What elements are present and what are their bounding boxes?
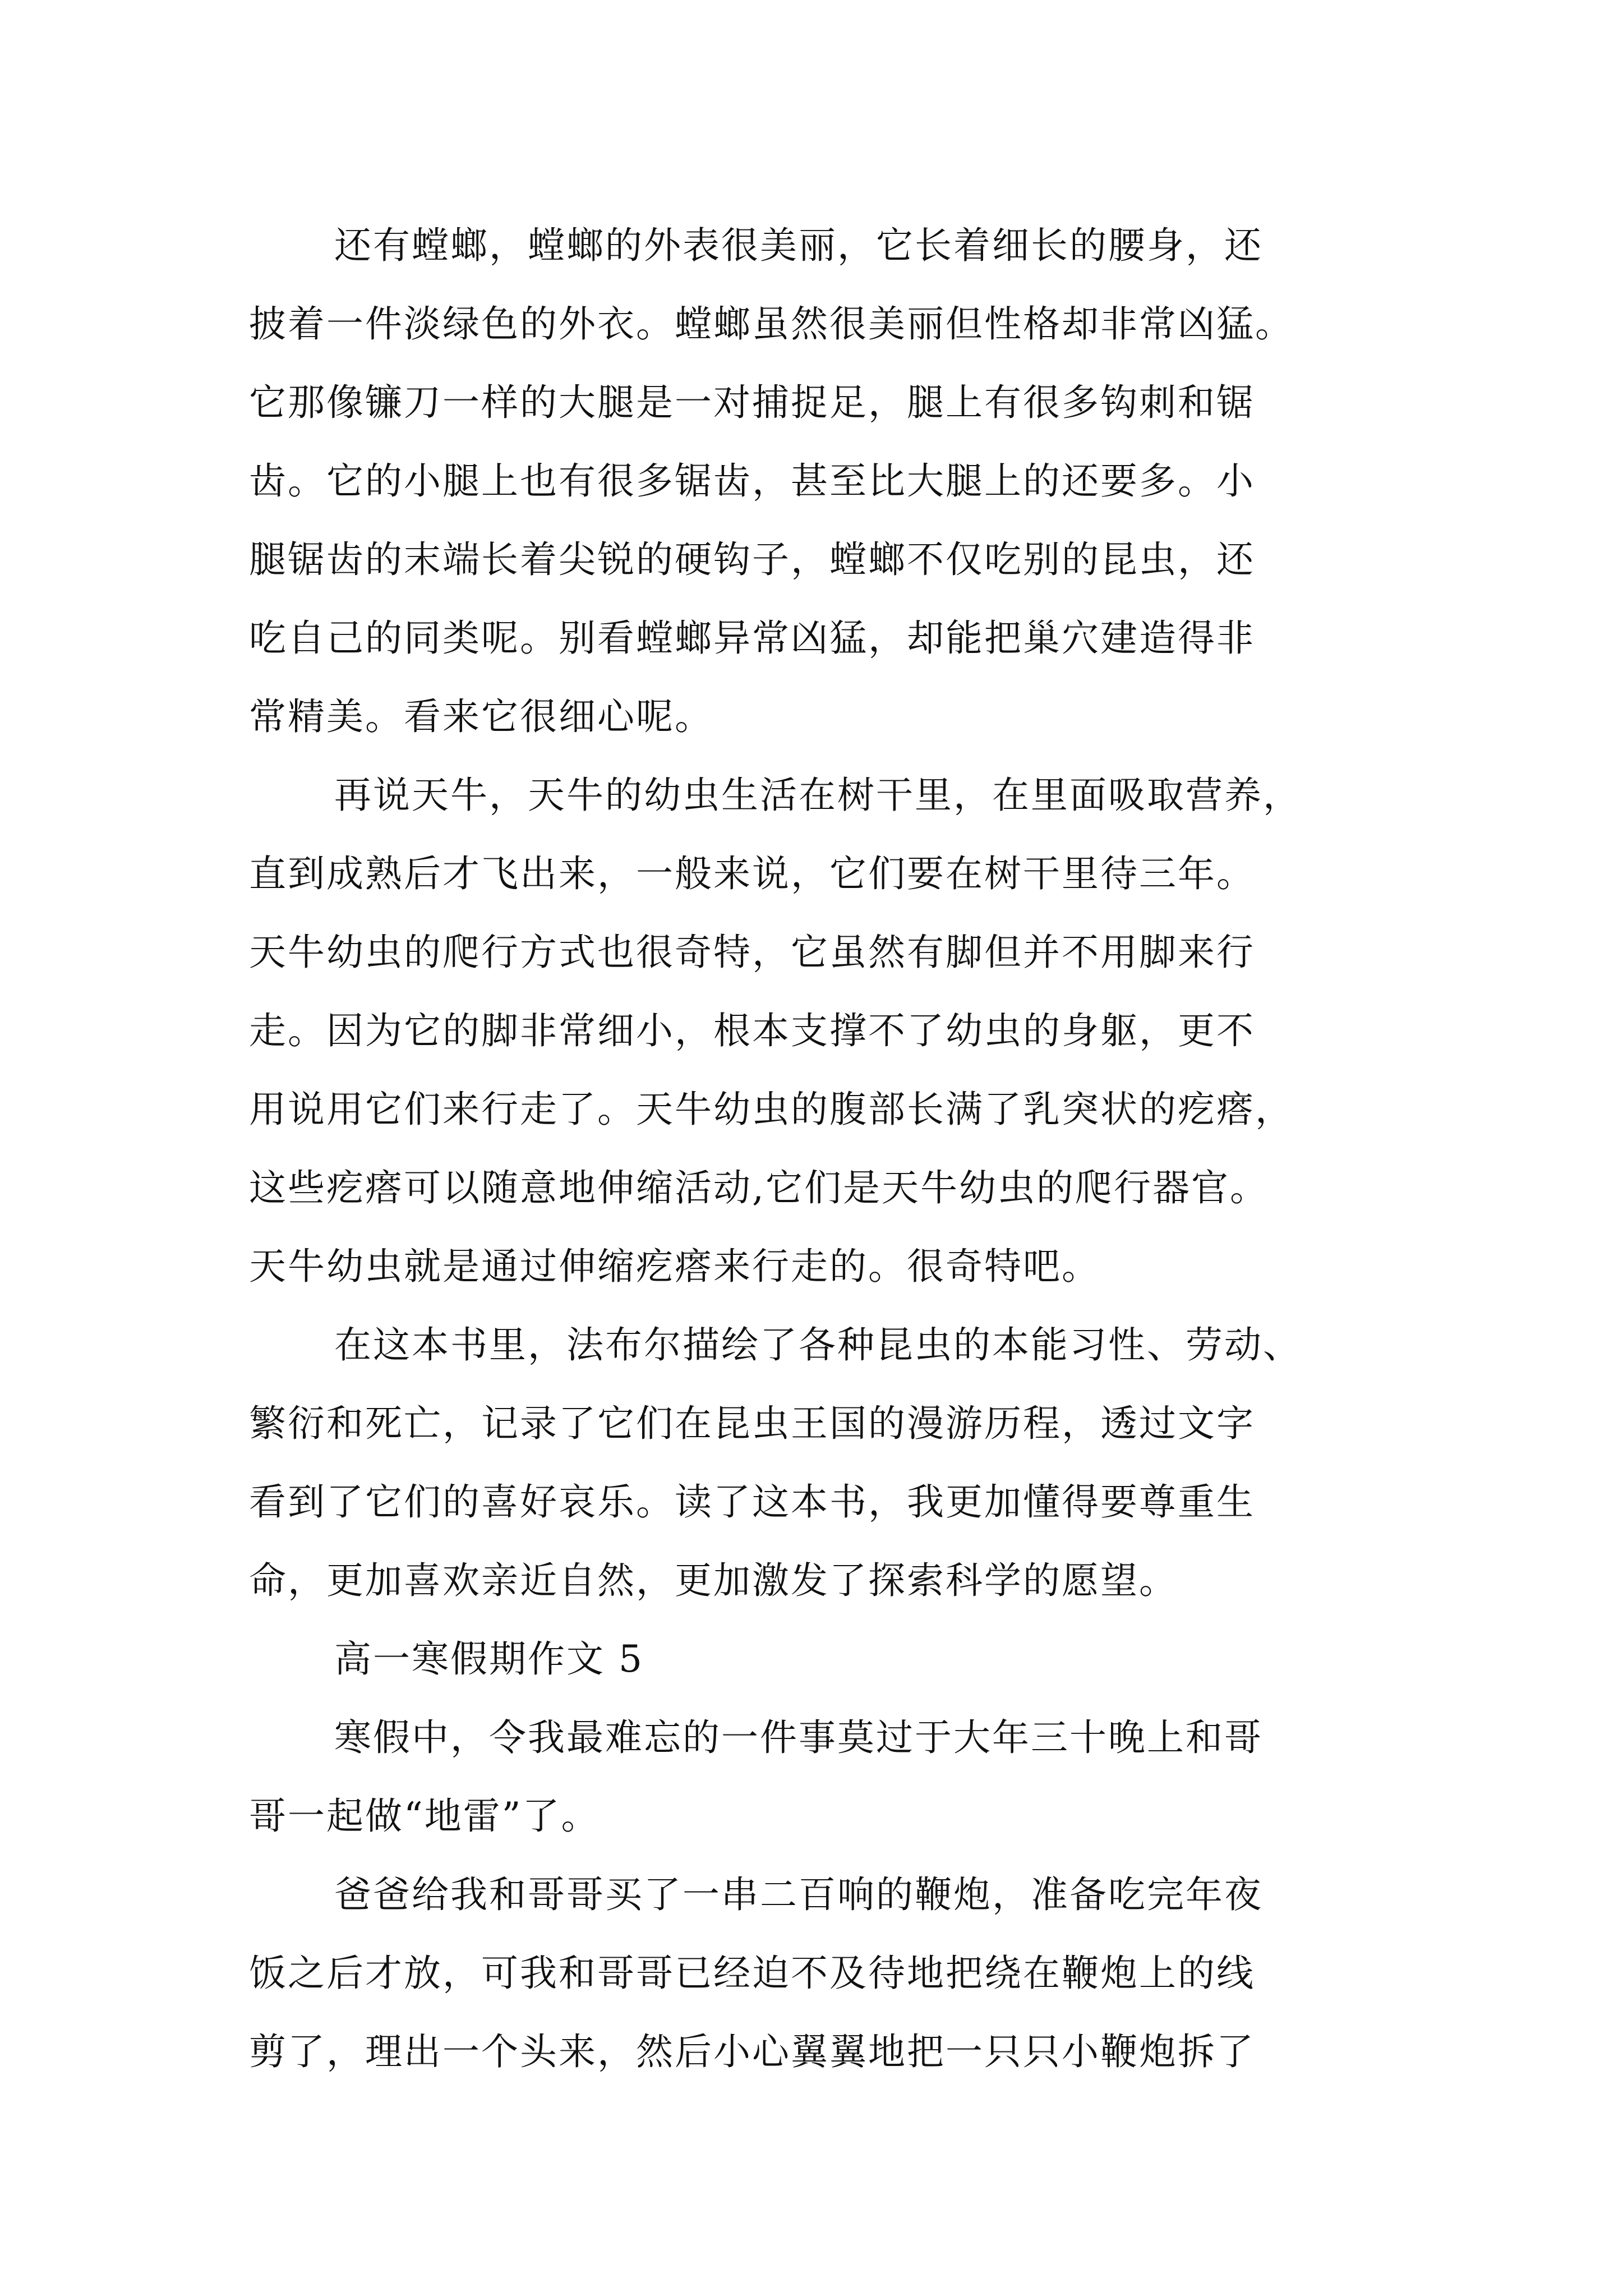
text-line: 看到了它们的喜好哀乐。读了这本书，我更加懂得要尊重生 [249,1480,1255,1524]
text-line: 再说天牛，天牛的幼虫生活在树干里，在里面吸取营养， [334,774,1302,817]
text-line: 齿。它的小腿上也有很多锯齿，甚至比大腿上的还要多。小 [249,459,1255,503]
text-line: 天牛幼虫就是通过伸缩疙瘩来行走的。很奇特吧。 [249,1245,1100,1288]
text-line: 在这本书里，法布尔描绘了各种昆虫的本能习性、劳动、 [334,1323,1302,1366]
text-line: 饭之后才放，可我和哥哥已经迫不及待地把绕在鞭炮上的线 [249,1952,1255,1995]
text-line: 常精美。看来它很细心呢。 [249,695,713,738]
text-line: 繁衍和死亡，记录了它们在昆虫王国的漫游历程，透过文字 [249,1402,1255,1445]
text-line: 走。因为它的脚非常细小，根本支撑不了幼虫的身躯，更不 [249,1009,1255,1052]
text-line: 寒假中，令我最难忘的一件事莫过于大年三十晚上和哥 [334,1716,1263,1759]
text-line: 还有螳螂，螳螂的外表很美丽，它长着细长的腰身，还 [334,224,1263,267]
text-line: 用说用它们来行走了。天牛幼虫的腹部长满了乳突状的疙瘩， [249,1088,1294,1131]
text-line: 哥一起做“地雷”了。 [249,1795,600,1838]
text-line: 剪了，理出一个头来，然后小心翼翼地把一只只小鞭炮拆了 [249,2030,1255,2073]
text-line: 吃自己的同类呢。别看螳螂异常凶猛，却能把巢穴建造得非 [249,616,1255,660]
text-line: 天牛幼虫的爬行方式也很奇特，它虽然有脚但并不用脚来行 [249,931,1255,974]
text-line: 披着一件淡绿色的外衣。螳螂虽然很美丽但性格却非常凶猛。 [249,302,1294,346]
text-line: 这些疙瘩可以随意地伸缩活动,它们是天牛幼虫的爬行器官。 [249,1166,1269,1209]
text-line: 爸爸给我和哥哥买了一串二百响的鞭炮，准备吃完年夜 [334,1873,1263,1916]
essay-body [249,206,1393,2091]
text-line: 命，更加喜欢亲近自然，更加激发了探索科学的愿望。 [249,1559,1178,1602]
text-line: 直到成熟后才飞出来，一般来说，它们要在树干里待三年。 [249,852,1255,895]
text-line: 它那像镰刀一样的大腿是一对捕捉足，腿上有很多钩刺和锯 [249,381,1255,424]
section-heading: 高一寒假期作文 5 [334,1637,644,1681]
text-line: 腿锯齿的末端长着尖锐的硬钩子，螳螂不仅吃别的昆虫，还 [249,538,1255,581]
